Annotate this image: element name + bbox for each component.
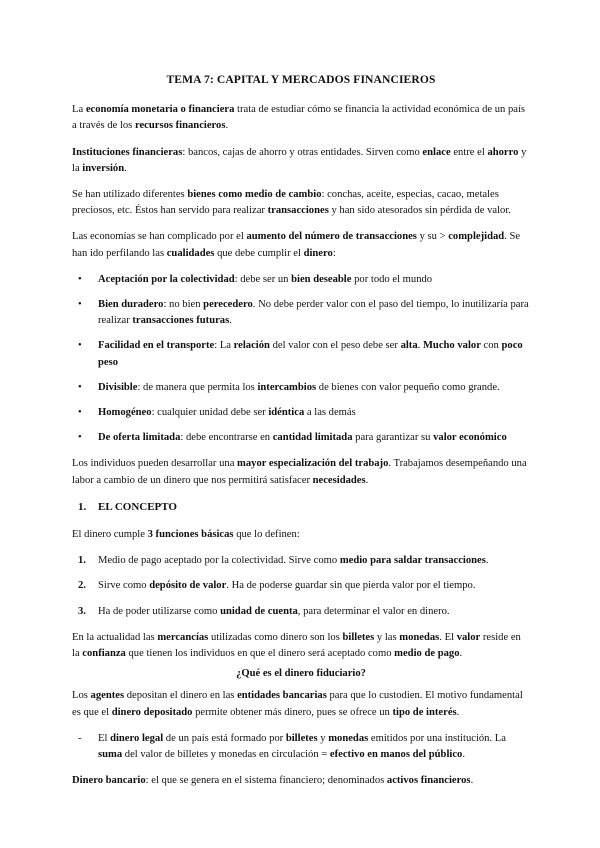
document-page bbox=[72, 72, 530, 800]
paragraph-mercancias: En la actualidad las mercancías utilizadas como dinero son los billetes y las monedas. El valor reside en la confianza que tienen los individuos en que el dinero será aceptado como medio de pago. bbox=[72, 631, 521, 660]
list-item: • Divisible: de manera que permita los intercambios de bienes con valor pequeño como grande. bbox=[72, 380, 530, 396]
bullet-icon: • bbox=[78, 381, 82, 393]
list-item: • De oferta limitada: debe encontrarse en cantidad limitada para garantizar su valor económico bbox=[72, 430, 530, 446]
paragraph-instituciones: Instituciones financieras: bancos, cajas de ahorro y otras entidades. Sirven como enlace entre el ahorro y la inversión. bbox=[72, 146, 527, 174]
bullet-icon: • bbox=[78, 273, 82, 285]
dash-icon: - bbox=[78, 732, 82, 744]
question-heading: ¿Qué es el dinero fiduciario? bbox=[236, 668, 366, 680]
list-item: 1. Medio de pago aceptado por la colectividad. Sirve como medio para saldar transacciones. bbox=[78, 555, 489, 567]
list-item: • Homogéneo: cualquier unidad debe ser idéntica a las demás bbox=[72, 405, 530, 421]
paragraph-dinero-bancario: Dinero bancario: el que se genera en el sistema financiero; denominados activos financieros. bbox=[72, 775, 474, 787]
paragraph-medios-cambio: Se han utilizado diferentes bienes como medio de cambio: conchas, aceite, especias, cacao, metales preciosos, etc. Éstos han servido para realizar transacciones y han sido atesorados sin pérdida de valor. bbox=[72, 189, 511, 217]
bullet-icon: • bbox=[78, 299, 82, 311]
list-item: • Facilidad en el transporte: La relación del valor con el peso debe ser alta. Mucho valor con poco peso bbox=[78, 340, 523, 368]
list-item: 3. Ha de poder utilizarse como unidad de cuenta, para determinar el valor en dinero. bbox=[78, 605, 450, 617]
list-item: • Bien duradero: no bien perecedero. No debe perder valor con el paso del tiempo, lo inutilizaría para realizar transacciones futuras. bbox=[78, 299, 529, 327]
page-title: TEMA 7: CAPITAL Y MERCADOS FINANCIEROS bbox=[166, 73, 436, 86]
bullet-icon: • bbox=[78, 340, 82, 352]
dash-list bbox=[72, 731, 530, 763]
paragraph-especializacion: Los individuos pueden desarrollar una mayor especialización del trabajo. Trabajamos desempeñando una labor a cambio de un dinero que nos permitirá satisfacer necesidades. bbox=[72, 458, 527, 486]
paragraph-economia-monetaria: La economía monetaria o financiera trata de estudiar cómo se financia la actividad económica de un país a través de los recursos financieros. bbox=[72, 104, 526, 132]
section-heading-concepto: 1. EL CONCEPTO bbox=[78, 500, 177, 513]
functions-list bbox=[72, 553, 530, 620]
paragraph-cualidades: Las economías se han complicado por el aumento del número de transacciones y su > complejidad. Se han ido perfilando las cualidades que debe cumplir el dinero: bbox=[72, 231, 521, 259]
bullet-icon: • bbox=[78, 432, 82, 444]
paragraph-agentes: Los agentes depositan el dinero en las entidades bancarias para que lo custodien. El motivo fundamental es que el dinero depositado permite obtener más dinero, pues se ofrece un tipo de interés. bbox=[72, 690, 523, 718]
qualities-list bbox=[72, 272, 530, 447]
list-item: • Aceptación por la colectividad: debe ser un bien deseable por todo el mundo bbox=[72, 272, 530, 288]
paragraph-funciones-intro: El dinero cumple 3 funciones básicas que lo definen: bbox=[72, 529, 300, 541]
bullet-icon: • bbox=[78, 407, 82, 419]
list-item: - El dinero legal de un país está formado por billetes y monedas emitidos por una institución. La suma del valor de billetes y monedas en circulación = efectivo en manos del público. bbox=[78, 732, 506, 761]
list-item: 2. Sirve como depósito de valor. Ha de poderse guardar sin que pierda valor por el tiempo. bbox=[78, 580, 476, 592]
